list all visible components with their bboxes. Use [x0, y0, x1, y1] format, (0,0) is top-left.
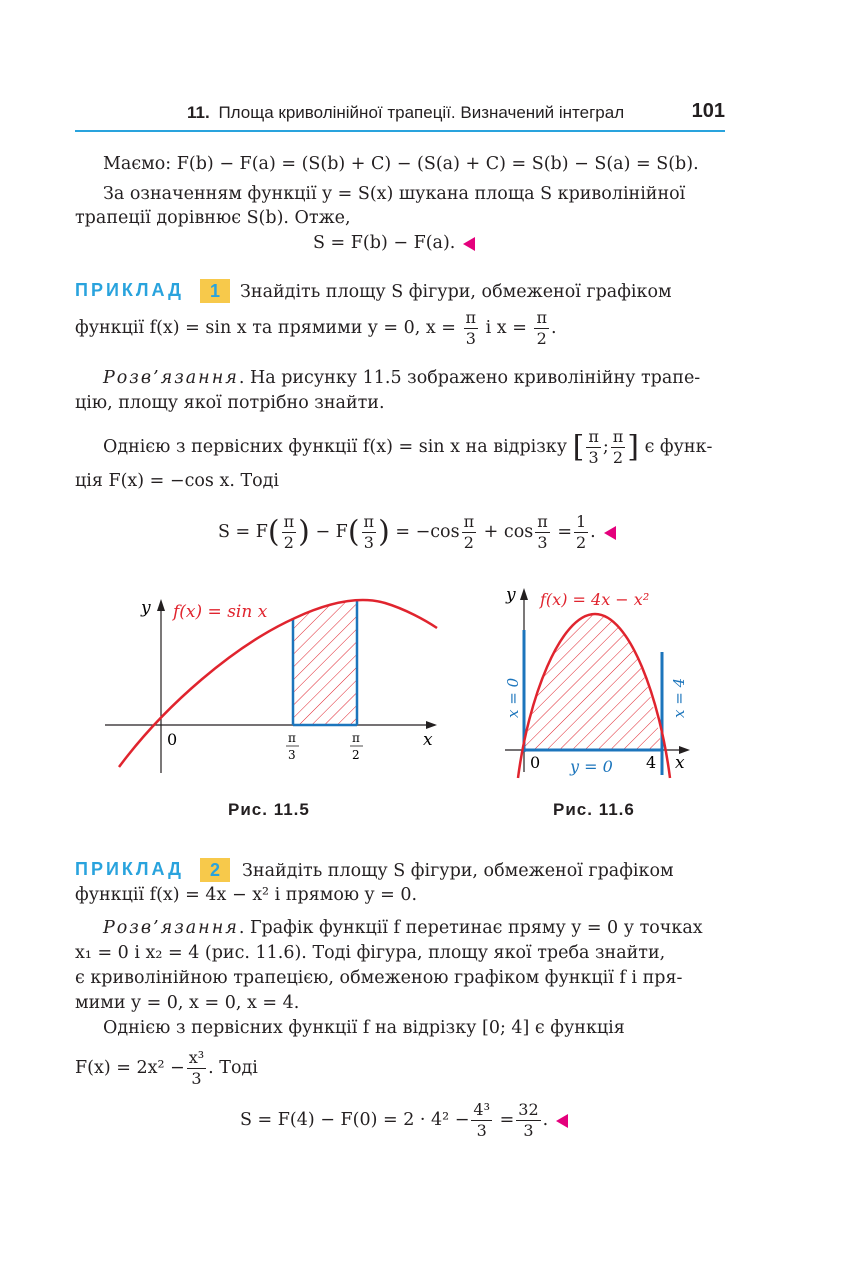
solution-word: Розв’язання: [103, 918, 239, 938]
solution-2-line-4: мими y = 0, x = 0, x = 4.: [75, 993, 300, 1013]
solution-word: Розв’язання: [103, 368, 239, 388]
intro-line-2: За означенням функції y = S(x) шукана площа S криволінійної: [103, 184, 686, 204]
solution-2-line-6: F(x) = 2x² − $\frac{\text{x³}}{3}$ . Тоді: [75, 1048, 258, 1088]
example-2-text-2: функції f(x) = 4x − x² і прямою y = 0.: [75, 885, 418, 905]
section-heading: [187, 103, 624, 123]
solution-1-line-3: Однією з первісних функції f(x) = sin x на відрізку [ $\frac{\pi}{3}$ ; $\frac{\pi}{2}$ ] є функ-: [103, 427, 713, 467]
end-of-proof-icon: [556, 1114, 568, 1128]
line-x-0-label: x = 0: [504, 677, 522, 718]
example-1-label: ПРИКЛАД: [75, 280, 184, 300]
solution-1-formula: S = F( $\frac{\pi}{2}$ ) − F( $\frac{\pi}{3}$ ) = −cos $\frac{\pi}{2}$ + cos $\frac{\pi}{3}$ = $\frac{1}{2}$ .: [218, 512, 616, 553]
solution-2-line-2: x₁ = 0 і x₂ = 4 (рис. 11.6). Тоді фігура, площу якої треба знайти,: [75, 943, 666, 963]
end-of-proof-icon: [463, 237, 475, 251]
tick-pi-2-den: 2: [352, 748, 360, 762]
solution-1-line-2: цію, площу якої потрібно знайти.: [75, 393, 385, 413]
tick-pi-2-num: π: [352, 731, 360, 745]
origin-label: 0: [167, 730, 178, 749]
page-header: [75, 96, 725, 132]
fraction-pi-3: $\frac{\pi}{3}$: [465, 308, 477, 348]
x-axis-label: x: [675, 753, 685, 773]
y-axis-arrow-icon: [157, 599, 165, 611]
function-label: f(x) = sin x: [173, 602, 268, 622]
solution-2-text: . Графік функції f перетинає пряму y = 0 у точках: [238, 918, 703, 938]
figure-11-5: [95, 585, 445, 780]
hatched-area: [293, 600, 357, 725]
intro-line-3: трапеції дорівнює S(b). Отже,: [75, 208, 351, 228]
example-1-text-2: функції f(x) = sin x та прямими y = 0, x = $\frac{\pi}{3}$ і x = $\frac{\pi}{2}$ .: [75, 308, 557, 348]
tick-pi-3-num: π: [288, 731, 296, 745]
x-axis-label: x: [423, 730, 433, 750]
function-label: f(x) = 4x − x²: [540, 590, 650, 609]
figure-11-6: [500, 580, 700, 780]
page-number: 101: [691, 100, 725, 122]
solution-1-line-4: ція F(x) = −cos x. Тоді: [75, 471, 280, 491]
intro-formula: [313, 231, 475, 255]
hatched-area: [524, 614, 662, 750]
y-axis-arrow-icon: [520, 588, 528, 600]
intro-line-1: Маємо: F(b) − F(a) = (S(b) + C) − (S(a) + C) = S(b) − S(a) = S(b).: [103, 154, 699, 174]
solution-2-line-1: [103, 916, 703, 940]
end-of-proof-icon: [604, 526, 616, 540]
origin-label: 0: [530, 753, 541, 772]
y-axis-label: y: [506, 585, 516, 605]
solution-2-line-5: Однією з первісних функції f на відрізку [0; 4] є функція: [103, 1018, 625, 1038]
solution-2-line-3: є криволінійною трапецією, обмеженою графіком функції f і пря-: [75, 968, 683, 988]
x-axis-arrow-icon: [426, 721, 437, 729]
solution-2-formula: S = F(4) − F(0) = 2 · 4² − $\frac{\text{4³}}{3}$ = $\frac{32}{3}$ .: [240, 1100, 568, 1141]
four-label: 4: [646, 753, 657, 772]
fraction-pi-2: $\frac{\pi}{2}$: [612, 427, 624, 467]
solution-1-line-1: [103, 366, 700, 390]
figure-11-6-caption: Рис. 11.6: [553, 800, 635, 819]
example-1-text-2b: і x =: [485, 318, 527, 338]
solution-1-line-3b: є функ-: [644, 437, 713, 457]
example-2-label: ПРИКЛАД: [75, 859, 184, 879]
formula-text: S = F(b) − F(a).: [313, 233, 456, 253]
example-1-text-2a: функції f(x) = sin x та прямими y = 0, x =: [75, 318, 456, 338]
example-1-text-1: Знайдіть площу S фігури, обмеженої графіком: [240, 282, 672, 302]
fraction-pi-2: $\frac{\pi}{2}$: [536, 308, 547, 348]
figure-11-5-caption: Рис. 11.5: [228, 800, 310, 819]
line-y-0-label: y = 0: [570, 757, 613, 776]
fraction-pi-3: $\frac{\pi}{3}$: [588, 427, 599, 467]
line-x-4-label: x = 4: [670, 677, 688, 718]
example-2-number: 2: [200, 858, 230, 882]
example-1-number: 1: [200, 279, 230, 303]
solution-1-text: . На рисунку 11.5 зображено криволінійну трапе-: [238, 368, 701, 388]
section-number: 11.: [187, 103, 210, 122]
example-2-text-1: Знайдіть площу S фігури, обмеженої графіком: [242, 861, 674, 881]
y-axis-label: y: [141, 598, 151, 618]
tick-pi-3-den: 3: [288, 748, 296, 762]
solution-1-line-3a: Однією з первісних функції f(x) = sin x на відрізку: [103, 437, 568, 457]
section-title: Площа криволінійної трапеції. Визначений інтеграл: [218, 103, 625, 122]
